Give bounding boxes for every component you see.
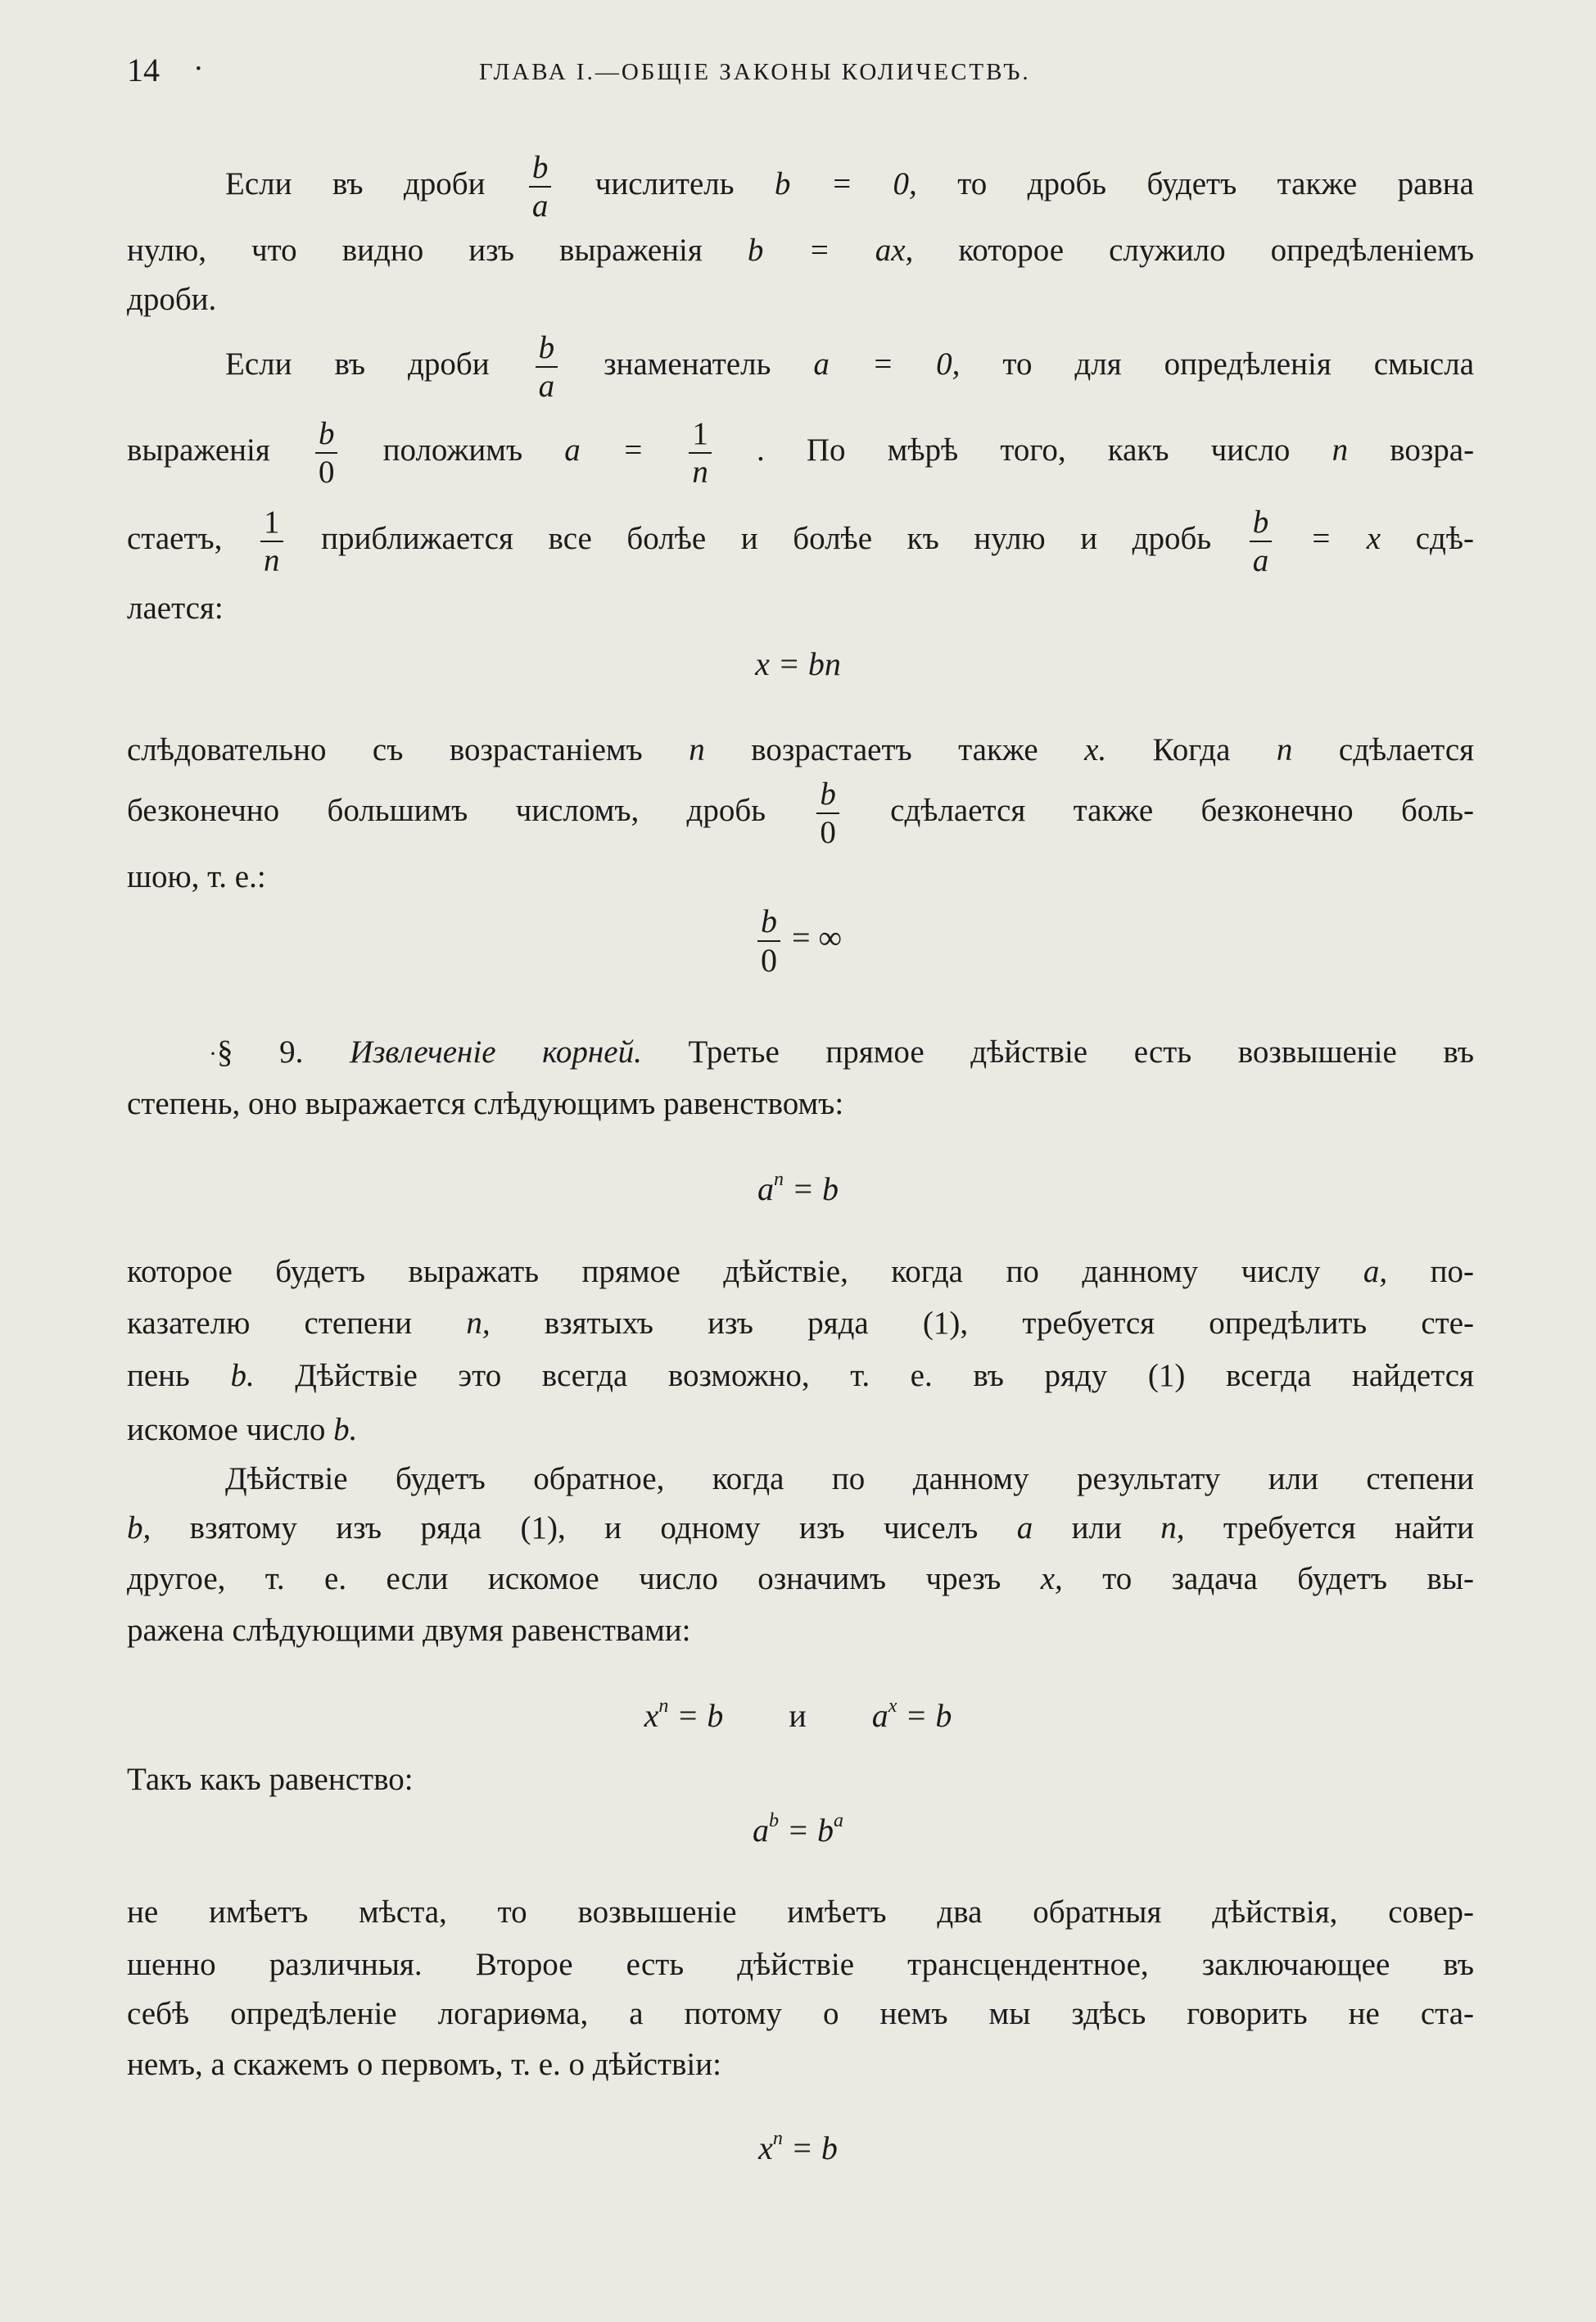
- p3-line2: безконечно большимъ числомъ, дробь $\frac{b}{0}$ сдѣлается также безконечно боль-: [127, 776, 1475, 850]
- p2-line4: лается:: [127, 591, 224, 626]
- p3-line1: слѣдовательно съ возрастаніемъ n возрастаетъ также x. Когда n сдѣлается: [127, 732, 1475, 767]
- p6-line4: ражена слѣдующими двумя равенствами:: [127, 1613, 691, 1648]
- fraction-1-over-n: $\frac{1}{n}$: [260, 506, 283, 577]
- fraction-b-over-0: $\frac{b}{0}$: [315, 418, 338, 488]
- p5-line3: пень b. Дѣйствіе это всегда возможно, т. е. въ ряду (1) всегда найдется: [127, 1358, 1474, 1393]
- formula-a-pow-b-eq-b-pow-a: $a^b = b^a$: [753, 1810, 843, 1849]
- fraction-b-over-0: $\frac{b}{0}$: [816, 778, 839, 849]
- section-title: Извлеченіе корней.: [350, 1034, 642, 1070]
- formula-b-over-0-eq-infinity: $\frac{b}{0}$ = ∞: [0, 905, 1596, 977]
- p2-line1: Если въ дроби $\frac{b}{a}$ знаменатель a = 0, то для опредѣленія смысла: [225, 330, 1475, 404]
- p8-line2: шенно различныя. Второе есть дѣйствіе трансцендентное, заключающее въ: [127, 1947, 1474, 1982]
- formula-x-pow-n-eq-b: $x^n = b$: [758, 2128, 838, 2166]
- p1-line3: дроби.: [127, 282, 217, 317]
- p1-line2: нулю, что видно изъ выраженія b = ax, которое служило опредѣленіемъ: [127, 233, 1474, 268]
- p8-line1: не имѣетъ мѣста, то возвышеніе имѣетъ два обратныя дѣйствія, совер-: [127, 1894, 1474, 1930]
- fraction-1-over-n: $\frac{1}{n}$: [689, 418, 712, 488]
- p7-line1: Такъ какъ равенство:: [127, 1762, 414, 1797]
- running-head: ГЛАВА I.—ОБЩІЕ ЗАКОНЫ КОЛИЧЕСТВЪ.: [479, 59, 1031, 85]
- p8-line3: себѣ опредѣленіе логариѳма, а потому о немъ мы здѣсь говорить не ста-: [127, 1996, 1474, 2031]
- formula-a-pow-n-eq-b: $a^n = b$: [757, 1169, 839, 1207]
- page-number: 14: [127, 52, 160, 88]
- p6-line3: другое, т. е. если искомое число означимъ чрезъ x, то задача будетъ вы-: [127, 1561, 1475, 1596]
- p4-line1: § 9. Извлеченіе корней. Третье прямое дѣйствіе есть возвышеніе въ: [217, 1034, 1475, 1070]
- section-dot: ·: [209, 1040, 217, 1067]
- fraction-b-over-a: $\frac{b}{a}$: [536, 332, 558, 402]
- p6-line1: Дѣйствіе будетъ обратное, когда по данному результату или степени: [225, 1461, 1474, 1496]
- p4-line2: степень, оно выражается слѣдующимъ равенствомъ:: [127, 1086, 844, 1121]
- fraction-b-over-a: $\frac{b}{a}$: [529, 152, 552, 222]
- p5-line4: искомое число b.: [127, 1412, 358, 1447]
- p5-line2: казателю степени n, взятыхъ изъ ряда (1), требуется опредѣлить сте-: [127, 1306, 1475, 1341]
- p8-line4: немъ, а скажемъ о первомъ, т. е. о дѣйствіи:: [127, 2047, 721, 2082]
- p2-line2: выраженія $\frac{b}{0}$ положимъ a = $\frac{1}{n}$ . По мѣрѣ того, какъ число n возра-: [127, 416, 1475, 490]
- fraction-b-over-a: $\frac{b}{a}$: [1250, 506, 1273, 577]
- formula-pair: $x^n = b$ и $a^x = b$: [644, 1695, 952, 1734]
- p1-line1: Если въ дроби $\frac{b}{a}$ числитель b = 0, то дробь будетъ также равна: [225, 150, 1474, 224]
- p3-line3: шою, т. е.:: [127, 859, 266, 894]
- formula-x-eq-bn: x = bn: [755, 645, 841, 682]
- p6-line2: b, взятому изъ ряда (1), и одному изъ чиселъ a или n, требуется найти: [127, 1510, 1475, 1546]
- header-dot: ·: [193, 52, 204, 86]
- p2-line3: стаетъ, $\frac{1}{n}$ приближается все болѣе и болѣе къ нулю и дробь $\frac{b}{a}$ = x сдѣ-: [127, 505, 1475, 578]
- p5-line1: которое будетъ выражать прямое дѣйствіе, когда по данному числу a, по-: [127, 1254, 1475, 1289]
